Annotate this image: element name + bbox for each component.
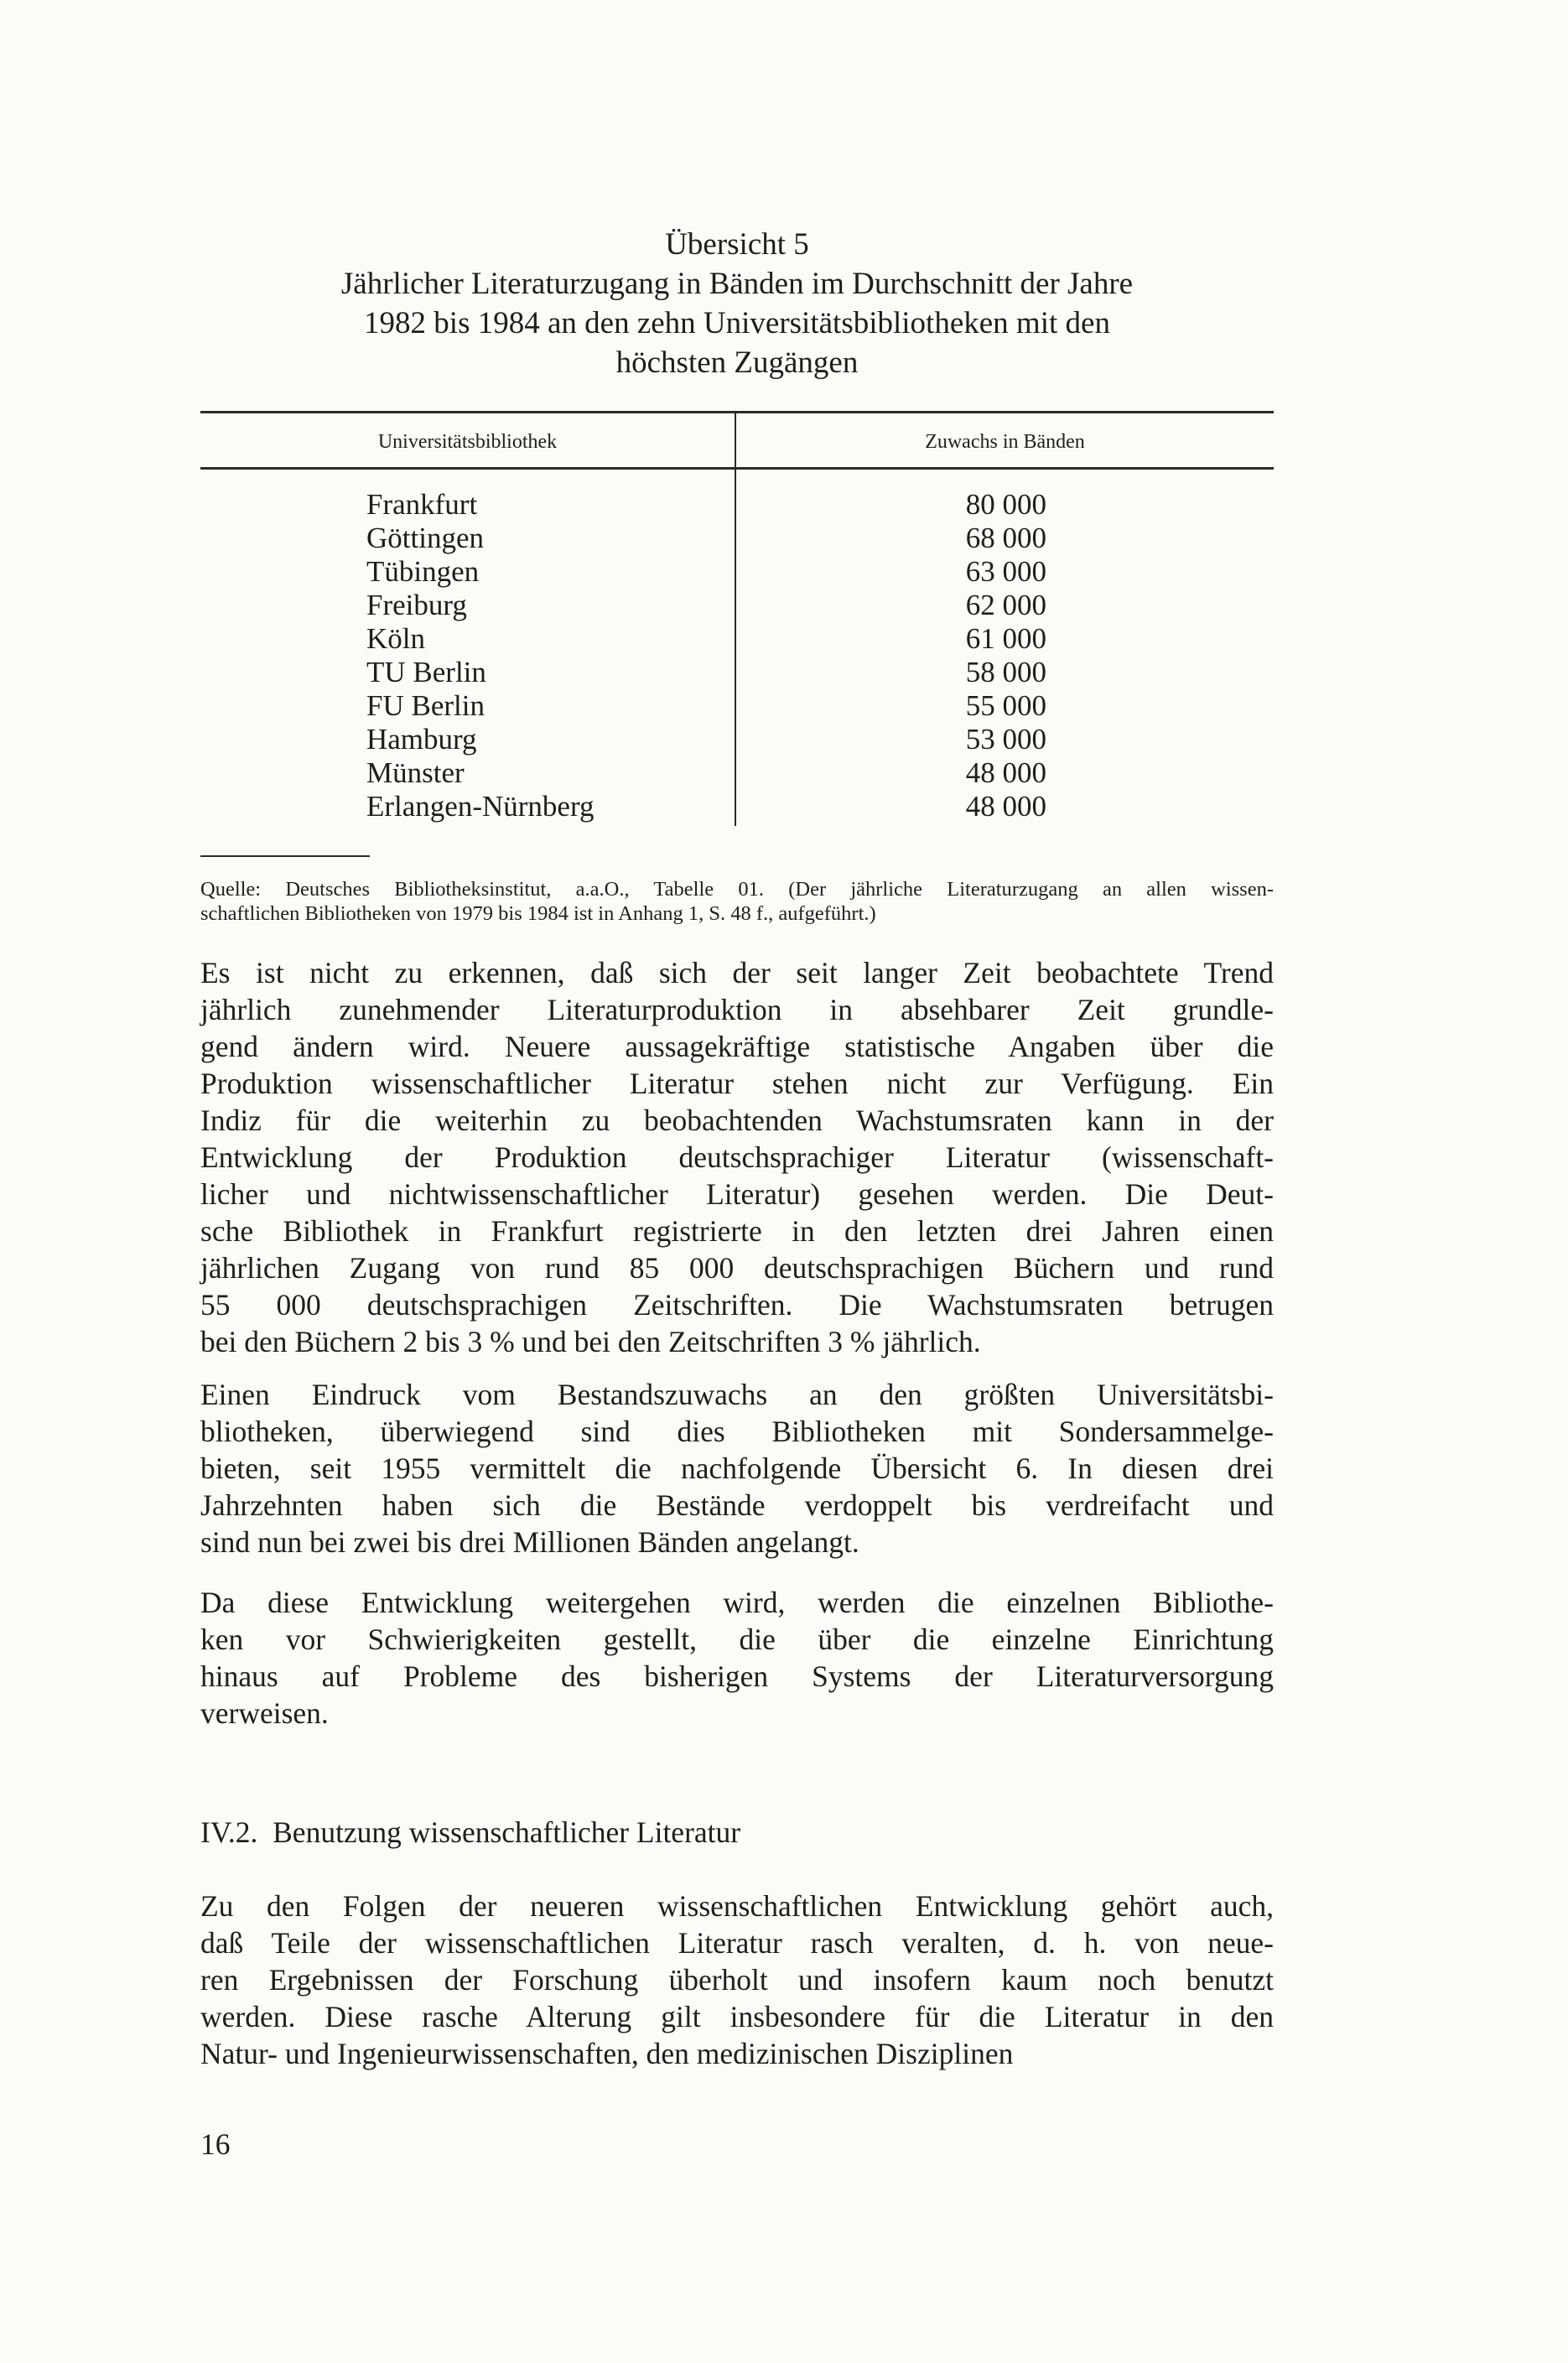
footnote [200,877,1274,926]
table-top-rule [200,411,1274,413]
paragraph-line: 55 000 deutschsprachigen Zeitschriften. Die Wachstumsraten betrugen [200,1288,1274,1322]
footnote-line: schaftlichen Bibliotheken von 1979 bis 1984 ist in Anhang 1, S. 48 f., aufgeführt.) [200,902,876,925]
paragraph-line: jährlichen Zugang von rund 85 000 deutschsprachigen Büchern und rund [200,1251,1274,1285]
table-cell-library: Hamburg [366,723,477,756]
footnote-line: Quelle: Deutsches Bibliotheksinstitut, a.a.O., Tabelle 01. (Der jährliche Literaturzugang an allen wissen- [200,878,1274,901]
table-cell-growth: 58 000 [965,656,1046,688]
paragraph-line: licher und nichtwissenschaftlicher Literatur) gesehen werden. Die Deut- [200,1177,1274,1211]
table-cell-growth: 68 000 [965,522,1046,554]
table-cell-library: Göttingen [366,522,484,554]
paragraph-line: Jahrzehnten haben sich die Bestände verdoppelt bis verdreifacht und [200,1488,1274,1522]
table-cell-growth: 48 000 [965,790,1046,823]
paragraph [200,1584,1274,1732]
paragraph-line: sche Bibliothek in Frankfurt registrierte in den letzten drei Jahren einen [200,1214,1274,1248]
section-heading: IV.2. Benutzung wissenschaftlicher Literatur [200,1815,741,1849]
table-cell-library: FU Berlin [366,689,485,722]
paragraph-line: Es ist nicht zu erkennen, daß sich der seit langer Zeit beobachtete Trend [200,956,1274,989]
paragraph-line: daß Teile der wissenschaftlichen Literatur rasch veralten, d. h. von neue- [200,1926,1274,1960]
table-cell-growth: 61 000 [965,622,1046,655]
table-cell-growth: 55 000 [965,689,1046,722]
table-column-divider [735,411,736,826]
table-cell-growth: 53 000 [965,723,1046,756]
paragraph-line: Zu den Folgen der neueren wissenschaftlichen Entwicklung gehört auch, [200,1889,1274,1923]
paragraph-line: Produktion wissenschaftlicher Literatur stehen nicht zur Verfügung. Ein [200,1067,1274,1100]
overview-title-line: 1982 bis 1984 an den zehn Universitätsbibliotheken mit den [364,306,1110,340]
paragraph-line: sind nun bei zwei bis drei Millionen Bänden angelangt. [200,1525,859,1559]
paragraph-line: Einen Eindruck vom Bestandszuwachs an den größten Universitätsbi- [200,1378,1274,1411]
paragraph-line: verweisen. [200,1696,329,1730]
table-cell-growth: 62 000 [965,589,1046,621]
paragraph-line: hinaus auf Probleme des bisherigen Systems der Literaturversorgung [200,1659,1274,1693]
table-cell-library: Münster [366,756,465,789]
table-cell-growth: 48 000 [965,756,1046,789]
paragraph [200,1888,1274,2072]
paragraph-line: gend ändern wird. Neuere aussagekräftige statistische Angaben über die [200,1030,1274,1063]
table-cell-library: TU Berlin [366,656,486,688]
paragraph-line: Entwicklung der Produktion deutschsprachiger Literatur (wissenschaft- [200,1140,1274,1174]
paragraph-line: ken vor Schwierigkeiten gestellt, die über die einzelne Einrichtung [200,1623,1274,1656]
paragraph [200,954,1274,1360]
overview-title-line: höchsten Zugängen [615,345,859,380]
table-cell-library: Frankfurt [366,488,478,521]
table-cell-library: Erlangen-Nürnberg [366,790,594,823]
paragraph-line: jährlich zunehmender Literaturproduktion in absehbarer Zeit grundle- [200,993,1274,1026]
overview-title-line: Jährlicher Literaturzugang in Bänden im Durchschnitt der Jahre [340,267,1134,301]
paragraph-line: Indiz für die weiterhin zu beobachtenden Wachstumsraten kann in der [200,1104,1274,1137]
paragraph-line: Da diese Entwicklung weitergehen wird, werden die einzelnen Bibliothe- [200,1586,1274,1619]
overview-label: Übersicht 5 [665,227,809,262]
paragraph-line: Natur- und Ingenieurwissenschaften, den medizinischen Disziplinen [200,2037,1014,2070]
paragraph-line: ren Ergebnissen der Forschung überholt und insofern kaum noch benutzt [200,1963,1274,1997]
paragraph-line: werden. Diese rasche Alterung gilt insbesondere für die Literatur in den [200,2000,1274,2033]
table-header-rule [200,467,1274,470]
paragraph-line: bliotheken, überwiegend sind dies Bibliotheken mit Sondersammelge- [200,1415,1274,1448]
paragraph-line: bieten, seit 1955 vermittelt die nachfolgende Übersicht 6. In diesen drei [200,1452,1274,1485]
column-header-library: Universitätsbibliothek [377,431,558,453]
table-cell-library: Tübingen [366,555,480,588]
table-cell-growth: 80 000 [965,488,1046,521]
paragraph-line: bei den Büchern 2 bis 3 % und bei den Zeitschriften 3 % jährlich. [200,1325,981,1358]
table-cell-growth: 63 000 [965,555,1046,588]
footnote-rule [200,855,370,857]
paragraph [200,1376,1274,1561]
table-cell-library: Köln [366,622,425,655]
column-header-growth: Zuwachs in Bänden [925,431,1085,453]
page-number: 16 [200,2127,231,2161]
table-cell-library: Freiburg [366,589,467,621]
